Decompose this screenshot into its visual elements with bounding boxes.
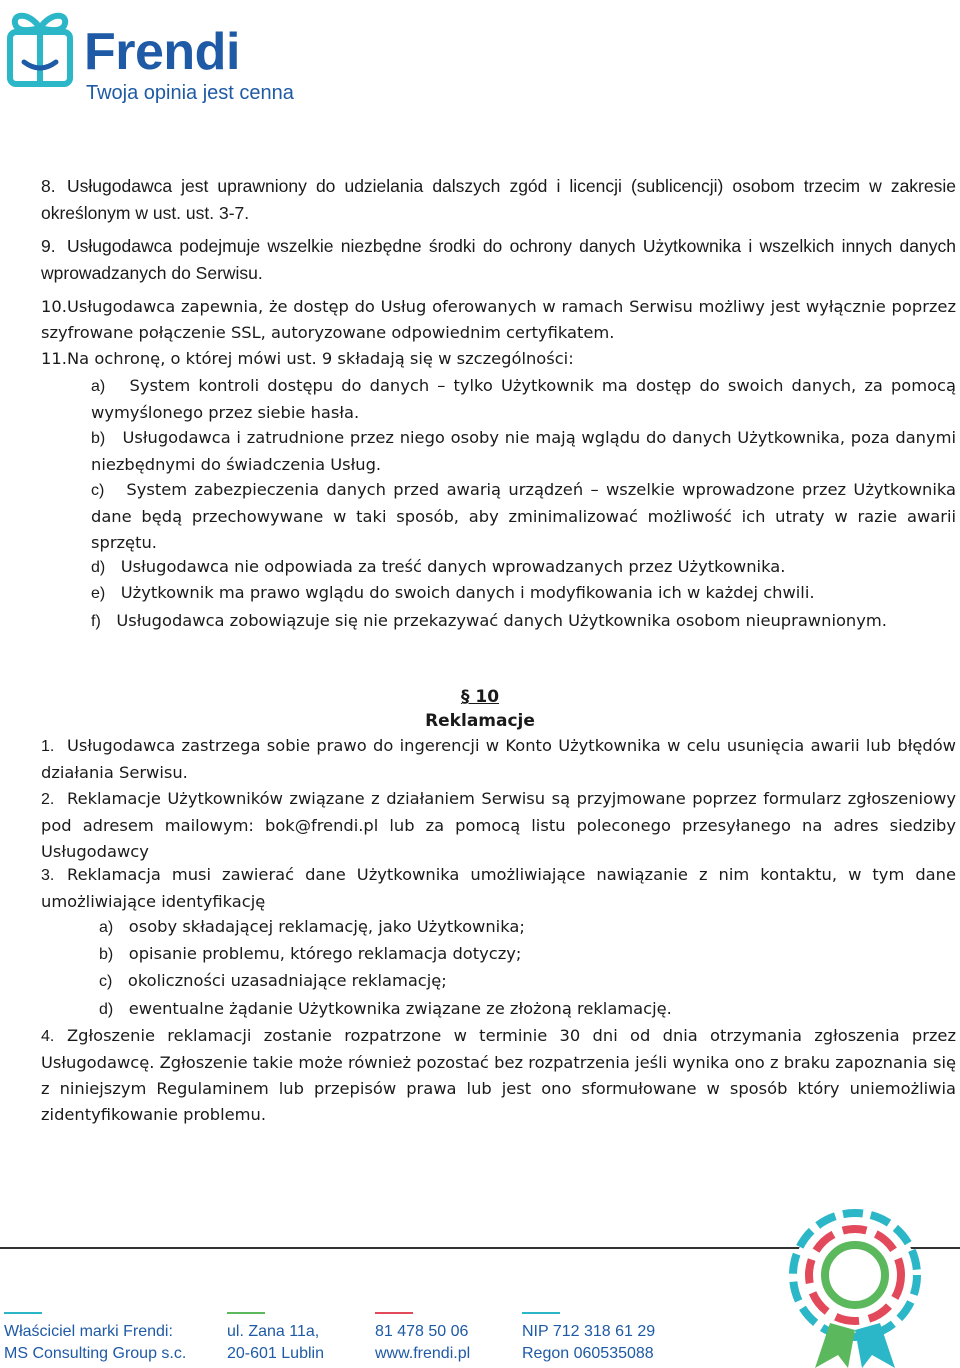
footer-text: Regon 060535088	[522, 1345, 654, 1362]
list-marker: a)	[99, 919, 114, 936]
footer-contact	[375, 1312, 470, 1365]
list-text: Usługodawca zobowiązuje się nie przekazywać danych Użytkownika osobom nieuprawnionym.	[116, 611, 887, 630]
list-item-a	[91, 373, 956, 426]
rosette-seal-icon	[760, 1205, 950, 1368]
footer-accent-bar	[227, 1312, 265, 1314]
reklamacje-item-4	[41, 1023, 956, 1128]
list-item-f	[91, 608, 956, 635]
list-text: opisanie problemu, którego reklamacja dotyczy;	[128, 944, 522, 963]
paragraph-number: 9.	[41, 236, 56, 256]
list-marker: c)	[91, 482, 105, 499]
list-text: Użytkownik ma prawo wglądu do swoich danych i modyfikowania ich w każdej chwili.	[120, 583, 815, 602]
brand-name: Frendi	[84, 23, 240, 81]
footer-text: ul. Zana 11a,	[227, 1323, 320, 1340]
list-marker: d)	[91, 559, 106, 576]
section-symbol: § 10	[460, 687, 500, 707]
list-text: Usługodawca nie odpowiada za treść danych wprowadzanych przez Użytkownika.	[120, 557, 786, 576]
list-marker: f)	[91, 613, 101, 630]
paragraph-number: 10.	[41, 297, 67, 316]
list-text: ewentualne żądanie Użytkownika związane ze złożoną reklamację.	[128, 999, 672, 1018]
footer-registration	[522, 1312, 655, 1365]
reklamacje-subitem-b	[99, 941, 956, 968]
paragraph-number: 4.	[41, 1028, 55, 1045]
list-marker: b)	[91, 430, 106, 447]
paragraph-10	[41, 294, 956, 346]
footer-text: 20-601 Lublin	[227, 1345, 324, 1362]
footer-text: Właściciel marki Frendi:	[4, 1323, 173, 1340]
list-marker: a)	[91, 378, 106, 395]
paragraph-text: Zgłoszenie reklamacji zostanie rozpatrzone w terminie 30 dni od dnia otrzymania zgłoszenia przez Usługodawcę. Zgłoszenie takie może również pozostać bez rozpatrzenia jeśli wynika ono z braku zapoznania się z niniejszym Regulaminem lub przepisów prawa lub jest ono sformułowane w sposób który uniemożliwia zidentyfikowanie problemu.	[41, 1026, 956, 1124]
list-item-e	[91, 580, 956, 607]
list-text: System zabezpieczenia danych przed awarią urządzeń – wszelkie wprowadzone przez Użytkownika dane będą przechowywane w taki sposób, aby zminimalizować możliwość ich utraty w razie awarii sprzętu.	[91, 480, 956, 552]
footer-accent-bar	[375, 1312, 413, 1314]
paragraph-number: 8.	[41, 176, 56, 196]
list-item-c	[91, 477, 956, 556]
gift-icon	[4, 6, 76, 96]
paragraph-9	[41, 233, 956, 287]
reklamacje-item-1	[41, 733, 956, 786]
paragraph-11	[41, 346, 956, 372]
list-text: System kontroli dostępu do danych – tylko Użytkownik ma dostęp do swoich danych, za pomocą wymyślonego przez siebie hasła.	[91, 376, 956, 422]
reklamacje-subitem-a	[99, 914, 956, 941]
footer-text: NIP 712 318 61 29	[522, 1323, 656, 1340]
paragraph-text: Reklamacje Użytkowników związane z działaniem Serwisu są przyjmowane poprzez formularz zgłoszeniowy pod adresem mailowym: bok@frendi.pl lub za pomocą listu poleconego przesyłanego na adres siedziby Usługodawcy	[41, 789, 956, 861]
footer-website-link[interactable]: www.frendi.pl	[375, 1345, 471, 1362]
paragraph-number: 2.	[41, 791, 55, 808]
footer-address	[227, 1312, 324, 1365]
footer-text: MS Consulting Group s.c.	[4, 1345, 187, 1362]
frendi-logo	[4, 6, 294, 102]
paragraph-number: 3.	[41, 867, 55, 884]
footer-accent-bar	[4, 1312, 42, 1314]
list-text: okoliczności uzasadniające reklamację;	[127, 971, 447, 990]
paragraph-8	[41, 173, 956, 227]
reklamacje-subitem-c	[99, 968, 956, 995]
paragraph-text: Usługodawca zapewnia, że dostęp do Usług oferowanych w ramach Serwisu możliwy jest wyłącznie poprzez szyfrowane połączenie SSL, autoryzowane odpowiednim certyfikatem.	[41, 297, 956, 342]
reklamacje-item-3	[41, 862, 956, 915]
list-marker: c)	[99, 973, 113, 990]
list-text: Usługodawca i zatrudnione przez niego osoby nie mają wglądu do danych Użytkownika, poza danymi niezbędnymi do świadczenia Usług.	[91, 428, 957, 474]
list-marker: e)	[91, 585, 106, 602]
list-item-d	[91, 554, 956, 581]
paragraph-text: Usługodawca zastrzega sobie prawo do ingerencji w Konto Użytkownika w celu usunięcia awarii lub błędów działania Serwisu.	[41, 736, 956, 782]
section-title: Reklamacje	[425, 711, 535, 731]
paragraph-text: Na ochronę, o której mówi ust. 9 składają się w szczególności:	[67, 349, 574, 368]
paragraph-number: 11.	[41, 349, 67, 368]
footer-owner	[4, 1312, 186, 1365]
paragraph-number: 1.	[41, 738, 55, 755]
reklamacje-subitem-d	[99, 996, 956, 1023]
footer-phone: 81 478 50 06	[375, 1323, 469, 1340]
reklamacje-item-2	[41, 786, 956, 865]
list-marker: b)	[99, 946, 114, 963]
list-item-b	[91, 425, 956, 478]
brand-tagline: Twoja opinia jest cenna	[86, 82, 294, 104]
paragraph-text: Reklamacja musi zawierać dane Użytkownika umożliwiające nawiązanie z nim kontaktu, w tym dane umożliwiające identyfikację	[41, 865, 956, 911]
list-marker: d)	[99, 1001, 114, 1018]
paragraph-text: Usługodawca podejmuje wszelkie niezbędne środki do ochrony danych Użytkownika i wszelkich innych danych wprowadzanych do Serwisu.	[41, 236, 956, 283]
footer-accent-bar	[522, 1312, 560, 1314]
list-text: osoby składającej reklamację, jako Użytkownika;	[128, 917, 525, 936]
paragraph-text: Usługodawca jest uprawniony do udzielania dalszych zgód i licencji (sublicencji) osobom trzecim w zakresie określonym w ust. ust. 3-7.	[41, 176, 956, 223]
